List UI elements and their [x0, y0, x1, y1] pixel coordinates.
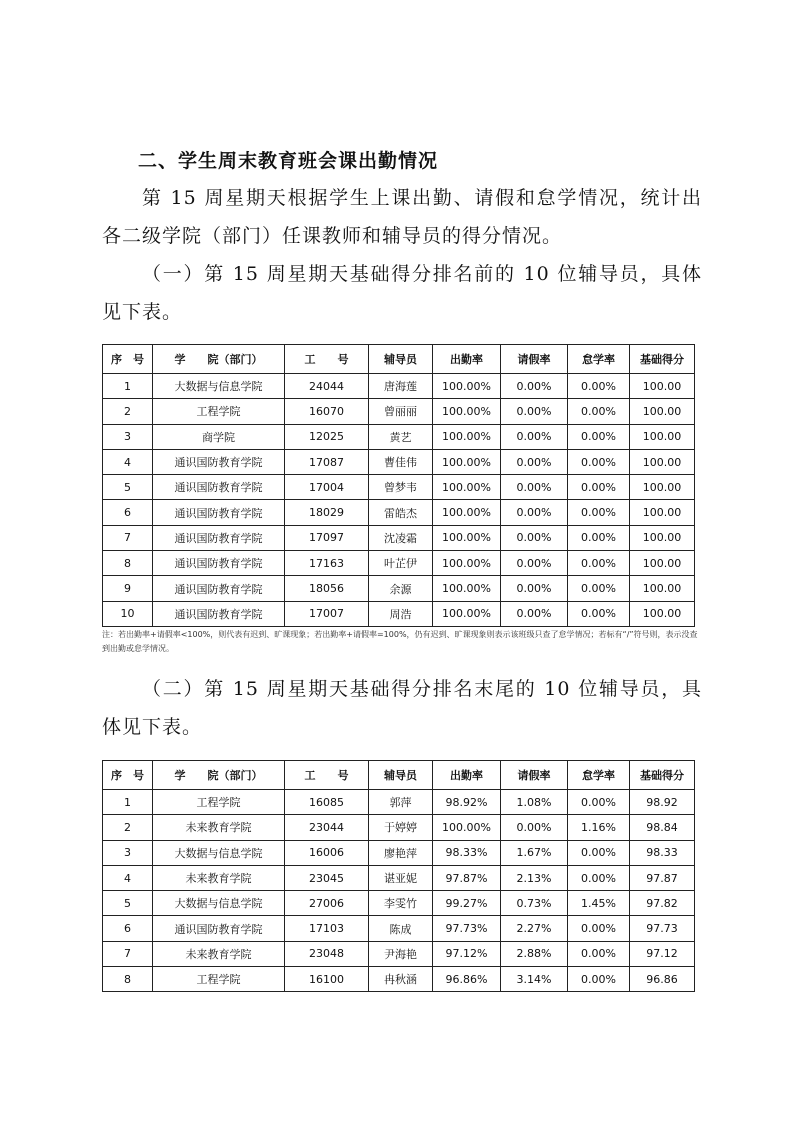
table-cell: 周浩	[369, 601, 433, 626]
table-cell: 工程学院	[153, 790, 285, 815]
table-cell: 100.00	[630, 601, 695, 626]
table-cell: 17004	[285, 475, 369, 500]
table-cell: 通识国防教育学院	[153, 601, 285, 626]
table-cell: 通识国防教育学院	[153, 449, 285, 474]
table-cell: 0.00%	[568, 424, 630, 449]
table-row	[103, 576, 695, 601]
column-header: 辅导员	[369, 761, 433, 790]
table-cell: 通识国防教育学院	[153, 916, 285, 941]
table-cell: 18029	[285, 500, 369, 525]
table-cell: 廖艳萍	[369, 840, 433, 865]
table-cell: 97.82	[630, 891, 695, 916]
table-cell: 100.00%	[433, 500, 501, 525]
column-header: 基础得分	[630, 761, 695, 790]
table-cell: 尹海艳	[369, 941, 433, 966]
table-cell: 0.00%	[568, 500, 630, 525]
table-cell: 0.00%	[501, 424, 568, 449]
table-cell: 通识国防教育学院	[153, 551, 285, 576]
table-cell: 谌亚妮	[369, 865, 433, 890]
table-cell: 98.84	[630, 815, 695, 840]
table-cell: 100.00	[630, 374, 695, 399]
column-header: 学 院（部门）	[153, 761, 285, 790]
table-cell: 0.00%	[501, 525, 568, 550]
table-cell: 0.00%	[501, 475, 568, 500]
table-cell: 17087	[285, 449, 369, 474]
table-cell: 100.00	[630, 424, 695, 449]
table-cell: 未来教育学院	[153, 941, 285, 966]
table-row	[103, 500, 695, 525]
table-cell: 1	[103, 790, 153, 815]
table-cell: 1	[103, 374, 153, 399]
table-cell: 100.00	[630, 500, 695, 525]
table-cell: 0.00%	[568, 941, 630, 966]
table-cell: 0.00%	[568, 576, 630, 601]
table-cell: 3	[103, 424, 153, 449]
table-cell: 黄艺	[369, 424, 433, 449]
table-row	[103, 449, 695, 474]
table-cell: 100.00%	[433, 374, 501, 399]
table-cell: 0.00%	[568, 449, 630, 474]
column-header: 出勤率	[433, 345, 501, 374]
table-cell: 96.86	[630, 967, 695, 992]
section-heading: 二、学生周末教育班会课出勤情况	[138, 150, 439, 172]
column-header: 出勤率	[433, 761, 501, 790]
table-cell: 97.12%	[433, 941, 501, 966]
table-cell: 24044	[285, 374, 369, 399]
table-cell: 通识国防教育学院	[153, 500, 285, 525]
table-row	[103, 815, 695, 840]
table-cell: 100.00	[630, 576, 695, 601]
table-cell: 18056	[285, 576, 369, 601]
table-cell: 大数据与信息学院	[153, 840, 285, 865]
table-cell: 0.00%	[568, 525, 630, 550]
table-cell: 0.00%	[568, 374, 630, 399]
table-cell: 2.13%	[501, 865, 568, 890]
table-cell: 100.00%	[433, 601, 501, 626]
table-cell: 陈成	[369, 916, 433, 941]
table-cell: 98.33%	[433, 840, 501, 865]
table-cell: 4	[103, 865, 153, 890]
table-cell: 通识国防教育学院	[153, 576, 285, 601]
table-row	[103, 374, 695, 399]
table-cell: 0.00%	[568, 916, 630, 941]
table-row	[103, 475, 695, 500]
table-cell: 98.92	[630, 790, 695, 815]
table-cell: 0.00%	[501, 815, 568, 840]
table-cell: 6	[103, 916, 153, 941]
table-row	[103, 941, 695, 966]
table-header-row	[103, 345, 695, 374]
table-cell: 6	[103, 500, 153, 525]
table-cell: 0.00%	[501, 601, 568, 626]
table-cell: 17097	[285, 525, 369, 550]
table-cell: 曾梦韦	[369, 475, 433, 500]
table-cell: 0.00%	[568, 967, 630, 992]
table-cell: 97.87	[630, 865, 695, 890]
table-cell: 1.08%	[501, 790, 568, 815]
column-header: 请假率	[501, 761, 568, 790]
table-cell: 97.87%	[433, 865, 501, 890]
table-cell: 工程学院	[153, 399, 285, 424]
table-cell: 100.00	[630, 475, 695, 500]
table-cell: 99.27%	[433, 891, 501, 916]
table-cell: 100.00%	[433, 576, 501, 601]
table-cell: 5	[103, 891, 153, 916]
table-cell: 于婷婷	[369, 815, 433, 840]
table-cell: 未来教育学院	[153, 815, 285, 840]
table-cell: 16006	[285, 840, 369, 865]
table-cell: 2.27%	[501, 916, 568, 941]
table-cell: 通识国防教育学院	[153, 475, 285, 500]
table-cell: 余源	[369, 576, 433, 601]
table-cell: 曹佳伟	[369, 449, 433, 474]
table-row	[103, 399, 695, 424]
table-row	[103, 891, 695, 916]
table-cell: 23048	[285, 941, 369, 966]
table-cell: 雷皓杰	[369, 500, 433, 525]
column-header: 学 院（部门）	[153, 345, 285, 374]
table-cell: 2.88%	[501, 941, 568, 966]
table-header-row	[103, 761, 695, 790]
table-cell: 1.45%	[568, 891, 630, 916]
table-row	[103, 790, 695, 815]
table-cell: 大数据与信息学院	[153, 374, 285, 399]
table-cell: 98.33	[630, 840, 695, 865]
table-note: 注：若出勤率+请假率<100%，则代表有迟到、旷课现象；若出勤率+请假率=100%，仍有迟到、旷课现象则表示该班级只查了怠学情况；若标有“/”符号则，表示没查到出勤或怠学情况。	[102, 630, 698, 653]
table-cell: 2	[103, 399, 153, 424]
table-cell: 0.00%	[568, 601, 630, 626]
table-row	[103, 916, 695, 941]
table-cell: 17163	[285, 551, 369, 576]
table-cell: 0.00%	[568, 475, 630, 500]
table-cell: 1.16%	[568, 815, 630, 840]
bottom10-table	[102, 760, 695, 992]
table-cell: 0.73%	[501, 891, 568, 916]
column-header: 请假率	[501, 345, 568, 374]
table-cell: 100.00%	[433, 424, 501, 449]
table-cell: 12025	[285, 424, 369, 449]
table-cell: 16100	[285, 967, 369, 992]
table-cell: 0.00%	[568, 551, 630, 576]
table-cell: 大数据与信息学院	[153, 891, 285, 916]
table-cell: 李雯竹	[369, 891, 433, 916]
table-cell: 唐海莲	[369, 374, 433, 399]
table-cell: 0.00%	[568, 840, 630, 865]
column-header: 序 号	[103, 345, 153, 374]
table-cell: 23045	[285, 865, 369, 890]
table-cell: 23044	[285, 815, 369, 840]
table-cell: 沈凌霜	[369, 525, 433, 550]
table-cell: 100.00	[630, 449, 695, 474]
table-cell: 8	[103, 551, 153, 576]
table-cell: 曾丽丽	[369, 399, 433, 424]
table-cell: 通识国防教育学院	[153, 525, 285, 550]
table-cell: 0.00%	[501, 551, 568, 576]
table-cell: 0.00%	[568, 399, 630, 424]
table-cell: 9	[103, 576, 153, 601]
table-cell: 100.00	[630, 399, 695, 424]
column-header: 辅导员	[369, 345, 433, 374]
table-cell: 100.00%	[433, 525, 501, 550]
column-header: 工 号	[285, 761, 369, 790]
column-header: 怠学率	[568, 345, 630, 374]
bottom10-caption: （二）第 15 周星期天基础得分排名末尾的 10 位辅导员，具体见下表。	[102, 678, 702, 738]
intro-paragraph: 第 15 周星期天根据学生上课出勤、请假和怠学情况，统计出各二级学院（部门）任课教师和辅导员的得分情况。	[102, 187, 702, 247]
table-cell: 7	[103, 525, 153, 550]
table-row	[103, 865, 695, 890]
table-cell: 97.73	[630, 916, 695, 941]
table-cell: 100.00	[630, 525, 695, 550]
table-cell: 冉秋涵	[369, 967, 433, 992]
table-cell: 0.00%	[501, 576, 568, 601]
table-cell: 0.00%	[568, 790, 630, 815]
table-cell: 2	[103, 815, 153, 840]
table-row	[103, 967, 695, 992]
column-header: 怠学率	[568, 761, 630, 790]
table-cell: 3	[103, 840, 153, 865]
table-cell: 8	[103, 967, 153, 992]
table-cell: 1.67%	[501, 840, 568, 865]
column-header: 序 号	[103, 761, 153, 790]
table-cell: 叶芷伊	[369, 551, 433, 576]
table-cell: 100.00%	[433, 551, 501, 576]
top10-table-body	[103, 374, 695, 627]
table-row	[103, 424, 695, 449]
table-cell: 商学院	[153, 424, 285, 449]
table-cell: 98.92%	[433, 790, 501, 815]
table-row	[103, 840, 695, 865]
bottom10-table-body	[103, 790, 695, 992]
table-cell: 100.00	[630, 551, 695, 576]
table-row	[103, 551, 695, 576]
table-cell: 0.00%	[501, 374, 568, 399]
table-cell: 工程学院	[153, 967, 285, 992]
column-header: 基础得分	[630, 345, 695, 374]
table-cell: 3.14%	[501, 967, 568, 992]
table-cell: 27006	[285, 891, 369, 916]
table-cell: 100.00%	[433, 475, 501, 500]
table-cell: 16070	[285, 399, 369, 424]
table-cell: 100.00%	[433, 399, 501, 424]
column-header: 工 号	[285, 345, 369, 374]
table-row	[103, 525, 695, 550]
top10-caption: （一）第 15 周星期天基础得分排名前的 10 位辅导员，具体见下表。	[102, 263, 702, 323]
table-row	[103, 601, 695, 626]
table-cell: 16085	[285, 790, 369, 815]
table-cell: 5	[103, 475, 153, 500]
table-cell: 10	[103, 601, 153, 626]
table-cell: 0.00%	[501, 500, 568, 525]
top10-table	[102, 344, 695, 627]
table-cell: 0.00%	[501, 449, 568, 474]
table-cell: 7	[103, 941, 153, 966]
table-cell: 17103	[285, 916, 369, 941]
table-cell: 100.00%	[433, 815, 501, 840]
table-cell: 17007	[285, 601, 369, 626]
table-cell: 郭萍	[369, 790, 433, 815]
table-cell: 0.00%	[568, 865, 630, 890]
table-cell: 97.12	[630, 941, 695, 966]
table-cell: 97.73%	[433, 916, 501, 941]
table-cell: 100.00%	[433, 449, 501, 474]
table-cell: 4	[103, 449, 153, 474]
table-cell: 0.00%	[501, 399, 568, 424]
table-cell: 未来教育学院	[153, 865, 285, 890]
table-cell: 96.86%	[433, 967, 501, 992]
